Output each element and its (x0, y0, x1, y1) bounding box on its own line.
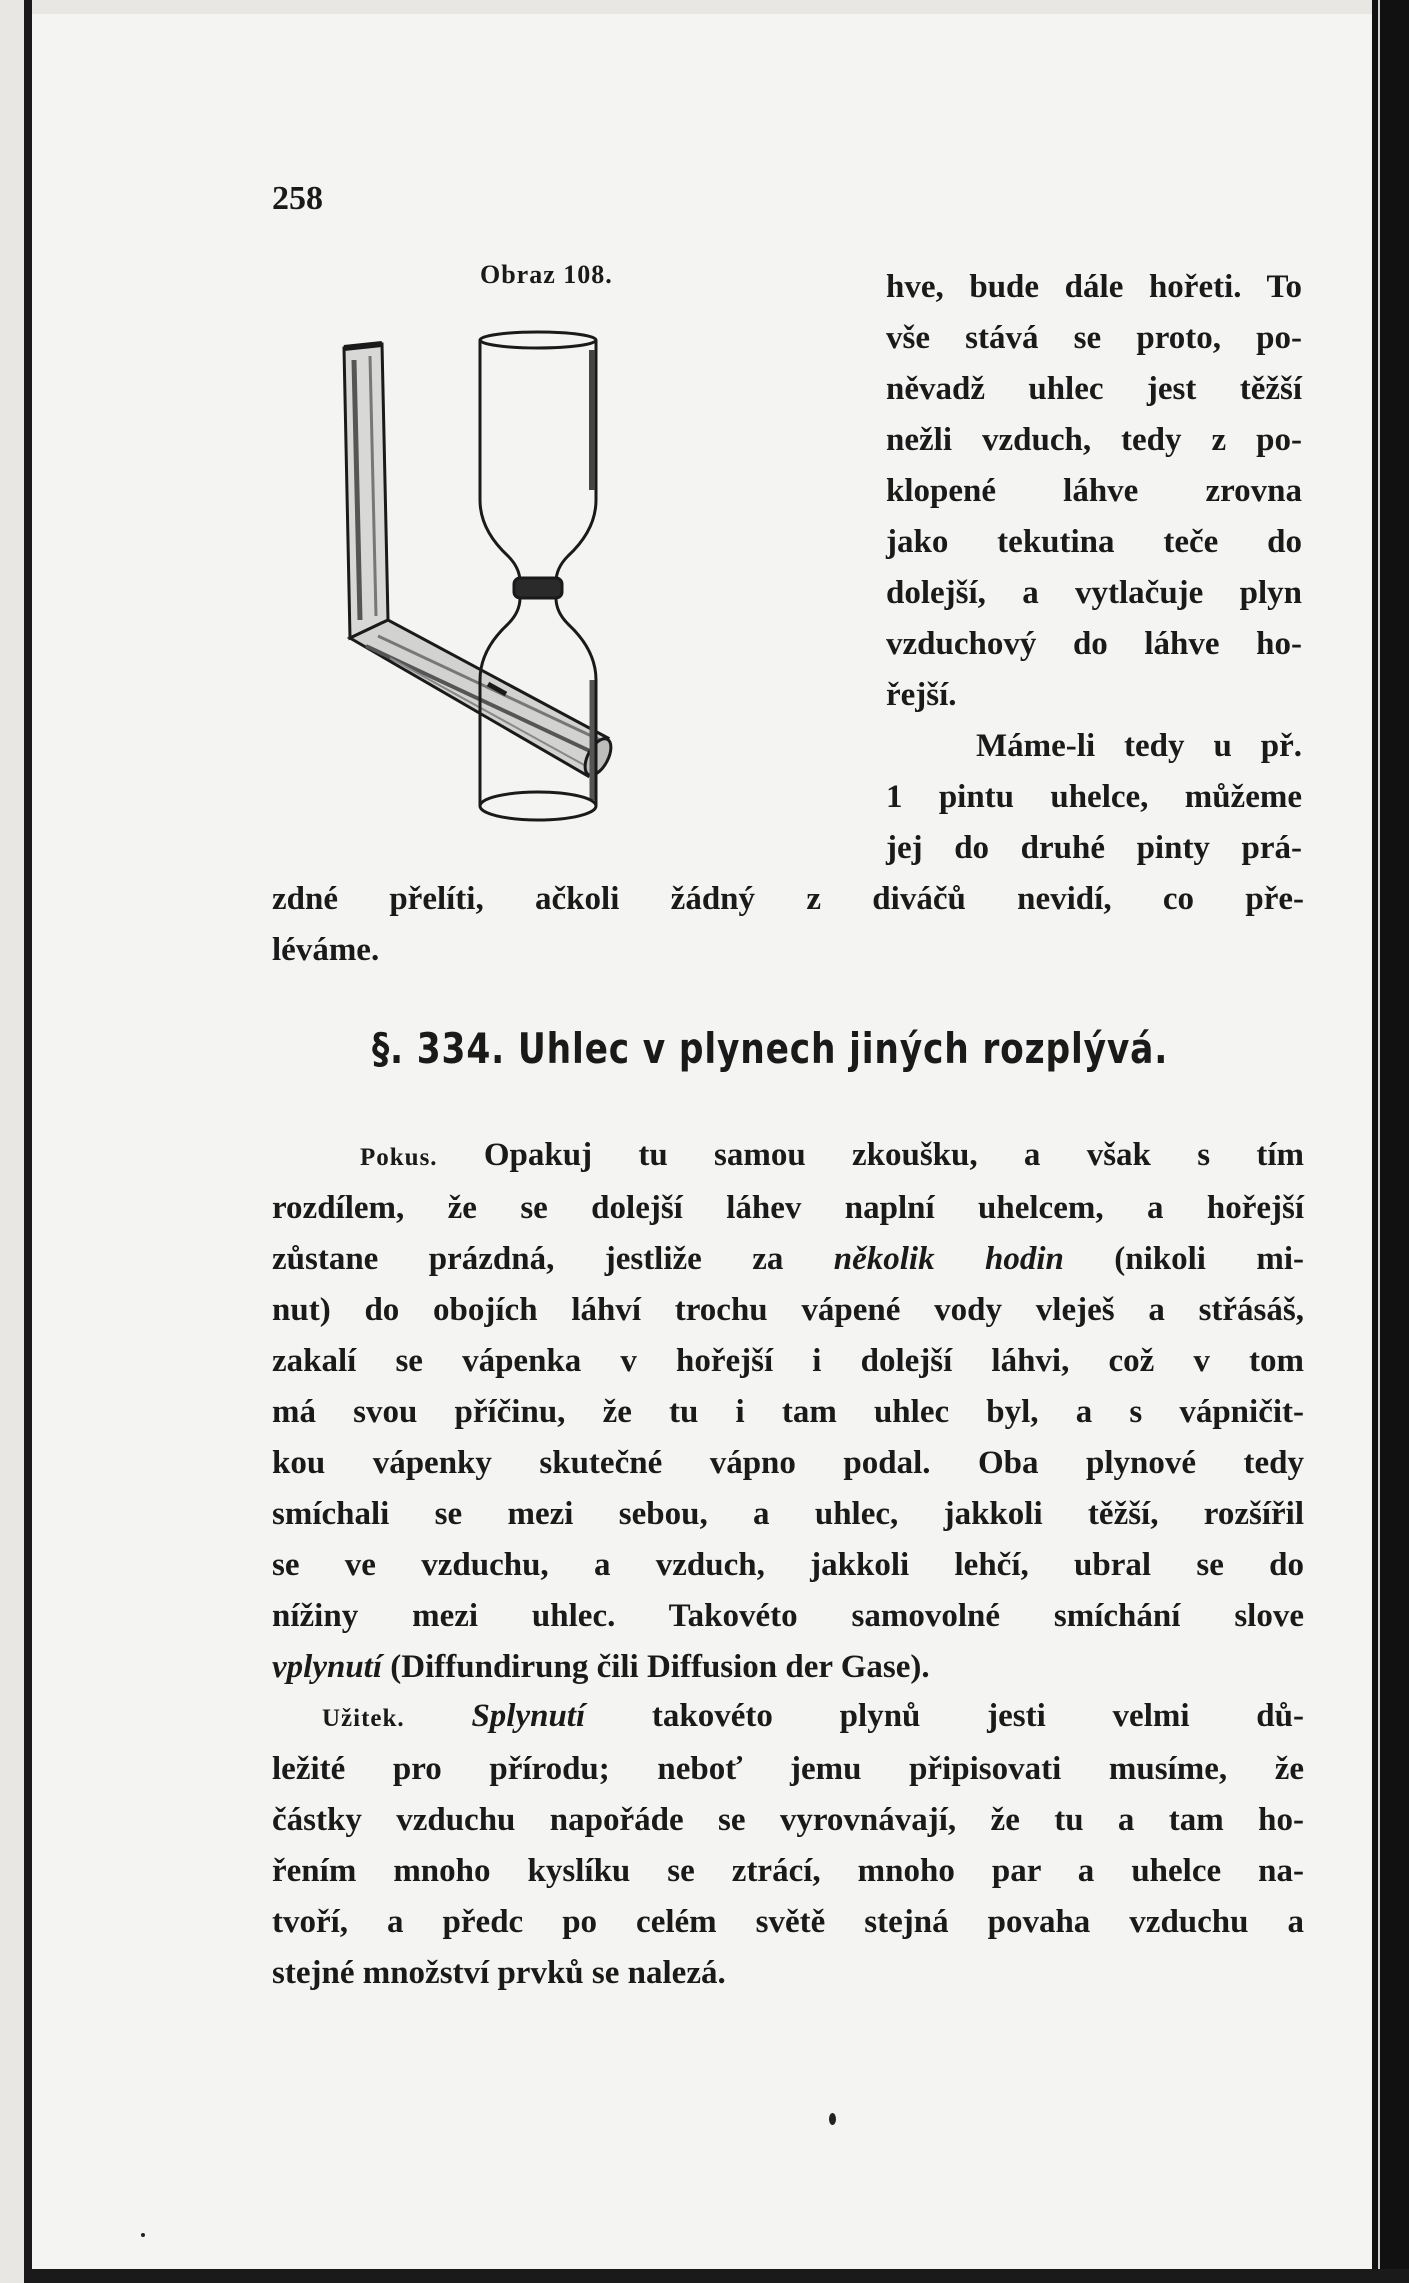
text-line: smíchali se mezi sebou, a uhlec, jakkoli těžší, rozšířil (272, 1496, 1304, 1532)
right-line: jej do druhé pinty prá- (886, 830, 1302, 866)
text-line: stejné množství prvků se nalezá. (272, 1955, 726, 1991)
ink-speck (829, 2113, 836, 2125)
experiment-line-rest: Opakuj tu samou zkoušku, a však s tím (483, 1137, 1304, 1173)
text-line: léváme. (272, 932, 380, 968)
italic-term: vplynutí (272, 1649, 383, 1685)
right-line: dolejší, a vytlačuje plyn (886, 575, 1302, 611)
section-heading: §. 334. Uhlec v plynech jiných rozplývá. (372, 1024, 1169, 1073)
scan-edge-right-line (1378, 0, 1380, 2283)
right-line: něvadž uhlec jest těžší (886, 371, 1302, 407)
figure-caption: Obraz 108. (480, 260, 613, 289)
ink-speck (141, 2233, 145, 2237)
usage-label: Užitek. (322, 1705, 405, 1732)
right-line: jako tekutina teče do (886, 524, 1302, 560)
text-line: rozdílem, že se dolejší láhev naplní uhelcem, a hořejší (272, 1190, 1304, 1226)
text-line: má svou příčinu, že tu i tam uhlec byl, a s vápničit- (272, 1394, 1304, 1430)
right-line: klopené láhve zrovna (886, 473, 1302, 509)
text-line: se ve vzduchu, a vzduch, jakkoli lehčí, ubral se do (272, 1547, 1304, 1583)
right-line: vzduchový do láhve ho- (886, 626, 1302, 662)
text-line: vplynutí (Diffundirung čili Diffusion der Gase). (272, 1649, 930, 1685)
usage-paragraph (272, 1691, 1304, 1999)
right-line: nežli vzduch, tedy z po- (886, 422, 1302, 458)
text-line (272, 1130, 1304, 1183)
figure-illustration (330, 320, 820, 840)
italic-term: Splynutí (471, 1698, 586, 1734)
text-line: nut) do obojích láhví trochu vápené vody vleješ a střásáš, (272, 1292, 1304, 1328)
text-line: tvoří, a předc po celém světě stejná povaha vzduchu a (272, 1904, 1304, 1940)
right-line: řejší. (886, 677, 957, 713)
right-line: Máme-li tedy u př. (976, 728, 1302, 764)
paragraph-continuation (272, 874, 1304, 976)
experiment-label: Pokus. (360, 1144, 438, 1171)
italic-phrase: několik hodin (833, 1241, 1064, 1277)
page-number: 258 (272, 180, 323, 217)
text-line: zůstane prázdná, jestliže za několik hodin (nikoli mi- (272, 1241, 1304, 1277)
text-line: zdné přelíti, ačkoli žádný z diváčů nevidí, co pře- (272, 881, 1304, 917)
text-line: částky vzduchu napořáde se vyrovnávají, že tu a tam ho- (272, 1802, 1304, 1838)
right-line: vše stává se proto, po- (886, 320, 1302, 356)
text-line: řením mnoho kyslíku se ztrácí, mnoho par a uhelce na- (272, 1853, 1304, 1889)
text-line: Užitek. Splynutí takovéto plynů jesti velmi dů- (322, 1698, 1304, 1734)
text-line: kou vápenky skutečné vápno podal. Oba plynové tedy (272, 1445, 1304, 1481)
right-line: 1 pintu uhelce, můžeme (886, 779, 1302, 815)
text-line: nížiny mezi uhlec. Takovéto samovolné smíchání slove (272, 1598, 1304, 1634)
scan-edge-bottom (24, 2269, 1409, 2283)
text-line: ležité pro přírodu; neboť jemu připisovati musíme, že (272, 1751, 1304, 1787)
experiment-paragraph (272, 1130, 1304, 1693)
text-line: zakalí se vápenka v hořejší i dolejší láhvi, což v tom (272, 1343, 1304, 1379)
scan-edge-left (24, 0, 32, 2283)
right-line: hve, bude dále hořeti. To (886, 269, 1302, 305)
right-column-text (886, 262, 1302, 874)
